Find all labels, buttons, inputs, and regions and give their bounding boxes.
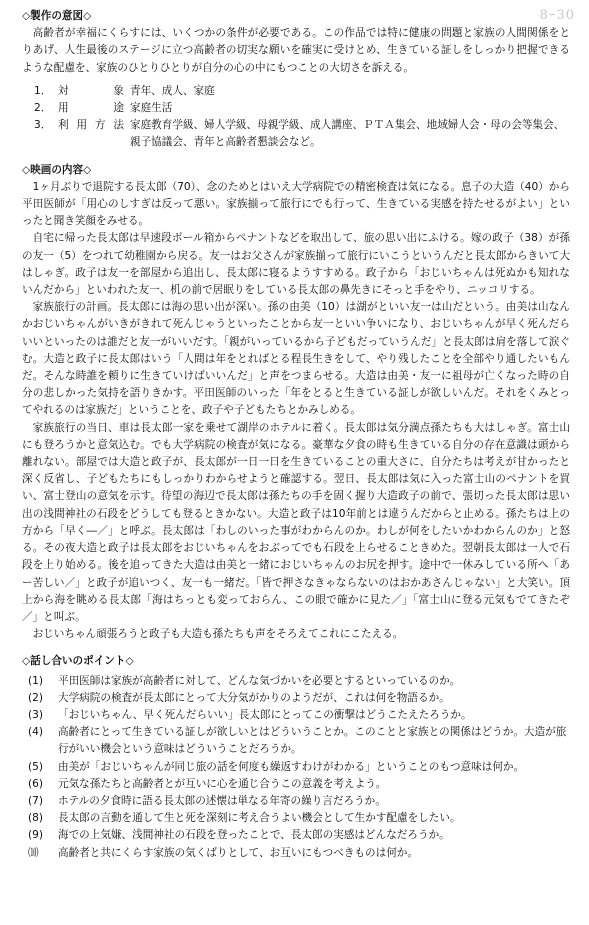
- spec-method: [22, 117, 570, 151]
- spec-number: 2．: [34, 102, 52, 115]
- content-paragraph: おじいちゃん頑張ろうと政子も大造も孫たちも声をそろえてこれにこたえる。: [32, 628, 404, 641]
- point-text: 平田医師は家族が高齢者に対して、どんな気づかいを必要とするといっているのか。: [58, 674, 461, 687]
- document-page: [22, 8, 570, 872]
- discussion-heading: ◇話し合いのポイント◇: [22, 655, 134, 668]
- point-text: 元気な孫たちと高齢者とが互いに心を通じ合うこの意義を考えよう。: [58, 777, 387, 790]
- discussion-point: [22, 724, 570, 758]
- discussion-list: [22, 673, 570, 862]
- discussion-point: [22, 827, 570, 844]
- spec-value: 青年、成人、家庭: [130, 84, 215, 97]
- content-paragraph: 1ヶ月ぶりで退院する長太郎（70）、念のためとはいえ大学病院での精密検査は気になる。息子の大造（40）から平田医師が「用心のしすぎは反って悪い。家族揃って旅行にでも行って、生きている実感を持たせるがよい」といったと聞き笑顔をみせる。: [22, 180, 570, 228]
- point-text: ホテルの夕食時に語る長太郎の述懐は単なる年寄の繰り言だろうか。: [58, 794, 386, 807]
- spec-label: 利用方法: [58, 119, 124, 132]
- point-number: (1): [28, 674, 44, 687]
- purpose-heading: ◇製作の意図◇: [22, 10, 92, 22]
- point-text: 「おじいちゃん、早く死んだらいい」長太郎にとってこの衝撃はどうこたえたろうか。: [58, 708, 472, 721]
- content-paragraph: 自宅に帰った長太郎は早速段ボール箱からペナントなどを取出して、旅の思い出にふける。嫁の政子（38）が孫の友一（5）をつれて幼稚園から戻る。友一はお父さんが家族揃って旅行にいこうというんだと長太郎からきいて大はしゃぎ。政子は友一を部屋から追出し、長太郎に寝るようすすめる。政子から「おじいちゃんは死ぬかも知れないんだから」といわれた友一、机の前で居眠りをしている長太郎の鼻先きにそっと手をやり、ニッコリする。: [22, 232, 570, 297]
- point-number: (3): [28, 708, 44, 721]
- point-number: (4): [28, 726, 44, 739]
- point-number: (5): [28, 760, 44, 773]
- discussion-point: [22, 707, 570, 724]
- spec-target: [22, 83, 570, 100]
- point-number: (9): [28, 829, 44, 842]
- discussion-point: [22, 776, 570, 793]
- spec-label: 用 途: [58, 102, 124, 115]
- point-number: ⑽: [28, 846, 39, 859]
- spec-number: 1．: [34, 84, 52, 97]
- discussion-point: [22, 845, 570, 862]
- point-number: (8): [28, 812, 44, 825]
- archive-stamp: 8ｰ30: [539, 8, 575, 23]
- point-number: (2): [28, 691, 44, 704]
- point-text: 大学病院の検査が長太郎にとって大分気がかりのようだが、これは何を物語るか。: [58, 691, 450, 704]
- content-paragraph: 家族旅行の当日、車は長太郎一家を乗せて湖岸のホテルに着く。長太郎は気分満点孫たちも大はしゃぎ。富士山にも登ろうかと意気込む。でも大学病院の検査が気になる。豪華な夕食の時も生きている自分の存在意識は頭から離れない。部屋では大造と政子が、長太郎が一日一日を生きていることの重大さに、自分たちは考えが甘かったと深く反省し、子どもたちにもしっかりわからせようと確認する。翌日、長太郎は気に入った富士山のペナントを買い、富士登山の意気を示す。待望の海辺で長太郎は孫たちの手を固く握り大造政子の前で、張切った長太郎は思い出の浅間神社の石段をどうしても登るときかない。大造と政子は10年前とは違うんだからと止める。孫たちは上の方から「早く―／」と呼ぶ。長太郎は「わしのいった事がわからんのか。わしが何をしたいかわからんのか」と怒る。その夜大造と政子は長太郎をおじいちゃんをおぶってでも石段を上らせることきめた。翌朝長太郎は一人で石段を上り始める。後を追ってきた大造は由美と一緒におじいちゃんのお尻を押す。途中で一休みしている所へ「あー苦しい／」と政子が追いつく、友一も一緒だ。「皆で押さなきゃならないのはおかあさんじゃない」と大笑い。頂上から海を眺める長太郎「海はちっとも変っておらん、この眼で確かに見た／」「富士山に登る元気もでてきたぞ／」と叫ぶ。: [22, 421, 570, 623]
- discussion-point: [22, 810, 570, 827]
- purpose-section: [22, 8, 570, 152]
- spec-value: 家庭教育学級、婦人学級、母親学級、成人講座、ＰＴＡ集会、地域婦人会・母の会等集会、親子協議会、青年と高齢者懇談会など。: [130, 119, 565, 149]
- spec-use: [22, 100, 570, 117]
- content-paragraph: 家族旅行の計画。長太郎には海の思い出が深い。孫の由美（10）は湖がといい友一は山だという。由美は山なんかおじいちゃんがいきがきれて死んじゃうといったことから友一といい争いになり、おじいちゃんが早く死んだらいいといったのは誰だと友一がいいだす。「親がいっているから子どもだっていうんだ」と長太郎は肩を落して涙ぐむ。大造と政子に長太郎はいう「人間は年をとればとる程長生きをして、やり残したことを全部やり通したいもんだ。そんな時誰を頼りに生きていけばいいんだ」と声をつまらせる。大造は由美・友一に祖母が亡くなった時の自分の悲しかった気持を語りきかす。平田医師のいった「年をとると生きている証しが欲しいんだ。それをくみとってやれるのは家族だ」ということを、政子や子どもたちとかみしめる。: [22, 301, 570, 417]
- point-text: 長太郎の言動を通して生と死を深刻に考え合うよい機会として生かす配慮をしたい。: [58, 812, 461, 825]
- point-number: (6): [28, 777, 44, 790]
- discussion-point: [22, 690, 570, 707]
- spec-value: 家庭生活: [130, 102, 173, 115]
- discussion-point: [22, 759, 570, 776]
- spec-number: 3．: [34, 119, 52, 132]
- point-text: 高齢者にとって生きている証しが欲しいとはどういうことか。このことと家族との関係はどうか。大造が旅行がいい機会という意味はどういうことだろうか。: [58, 726, 567, 756]
- point-text: 高齢者と共にくらす家族の気くばりとして、お互いにもつべきものは何か。: [58, 846, 418, 859]
- discussion-point: [22, 673, 570, 690]
- point-text: 由美が「おじいちゃんが同じ旅の話を何度も繰返すわけがわかる」ということのもつ意味は何か。: [58, 760, 525, 773]
- discussion-section: [22, 653, 570, 861]
- point-text: 海での上気嫌、浅間神社の石段を登ったことで、長太郎の実感はどんなだろうか。: [58, 829, 450, 842]
- point-number: (7): [28, 794, 44, 807]
- content-section: [22, 162, 570, 644]
- spec-list: [22, 83, 570, 152]
- purpose-body: 高齢者が幸福にくらすには、いくつかの条件が必要である。この作品では特に健康の問題と家族の人間関係をとりあげ、人生最後のステージに立つ高齢者の切実な願いを確実に受けとめ、生きている証しをしっかり把握できるような配慮を、家族のひとりひとりが自分の心の中にもつことの大切さを訴える。: [22, 27, 570, 74]
- content-heading: ◇映画の内容◇: [22, 163, 92, 176]
- spec-label: 対 象: [58, 84, 124, 97]
- discussion-point: [22, 793, 570, 810]
